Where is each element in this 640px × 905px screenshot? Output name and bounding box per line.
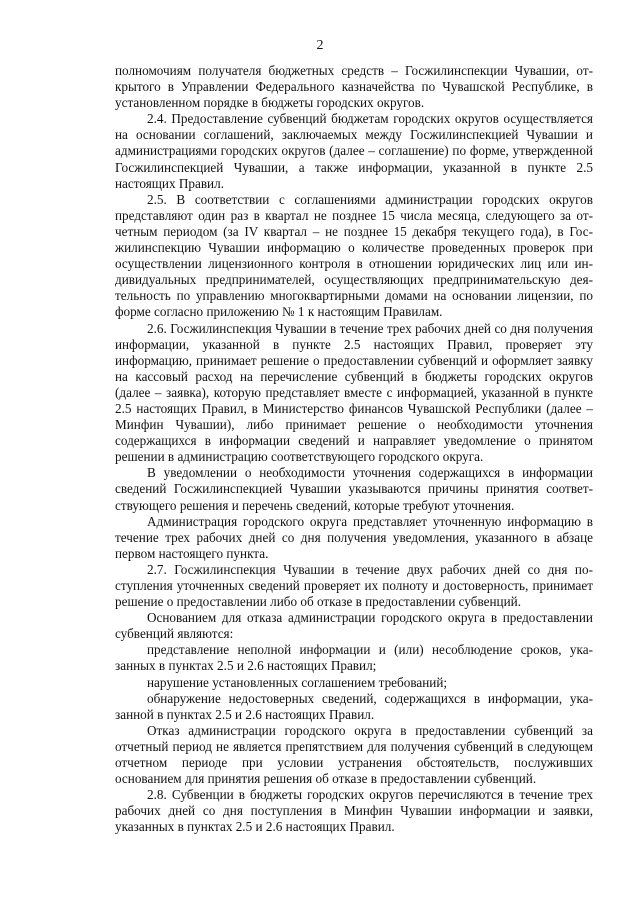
paragraph-2-7: 2.7. Госжилинспекция Чувашии в течение двух рабочих дней со дня поступления уточненных сведений проверяет их полноту и достоверность, принимает решение о предоставлении либо об отказе в предоставлении субвенций. — [115, 561, 593, 610]
document-body — [115, 63, 593, 836]
paragraph-administration: Администрация городского округа представляет уточненную информацию в течение трех рабочих дней со дня получения уведомления, указанного в абзаце первом настоящего пункта. — [115, 513, 593, 561]
paragraph-continuation: полномочиям получателя бюджетных средств – Госжилинспекции Чувашии, открытого в Управлении Федерального казначейства по Чувашской Республике, в установленном порядке в бюджеты городских округов. — [115, 63, 593, 111]
paragraph-2-6: 2.6. Госжилинспекция Чувашии в течение трех рабочих дней со дня получения информации, указанной в пункте 2.5 настоящих Правил, проверяет эту информацию, принимает решение о предоставлении субвенций и оформляет заявку на кассовый расход на перечисление субвенций в бюджеты городских округов (далее – заявка), которую представляет вместе с информацией, указанной в пункте 2.5 настоящих Правил, в Министерство финансов Чувашской Республики (далее – Минфин Чувашии), либо принимает решение о необходимости уточнения содержащихся в информации сведений и направляет уведомление о принятом решении в администрацию соответствующего городского округа. — [115, 320, 593, 465]
paragraph-refusal-not-obstacle: Отказ администрации городского округа в предоставлении субвенций за отчетный период не является препятствием для получения субвенций в следующем отчетном периоде при условии устранения обстоятельств, послуживших основанием для принятия решения об отказе в предоставлении субвенций. — [115, 722, 593, 787]
paragraph-2-4: 2.4. Предоставление субвенций бюджетам городских округов осуществляется на основании соглашений, заключаемых между Госжилинспекцией Чувашии и администрациями городских округов (далее – соглашение) по форме, утвержденной Госжилинспекцией Чувашии, а также информации, указанной в пункте 2.5 настоящих Правил. — [115, 111, 593, 191]
list-item-violation: нарушение установленных соглашением требований; — [147, 674, 448, 690]
paragraph-refusal-grounds: Основанием для отказа администрации городского округа в предоставлении субвенций являются: — [115, 610, 593, 642]
paragraph-2-5: 2.5. В соответствии с соглашениями администрации городских округов представляют один раз в квартал не позднее 15 числа месяца, следующего за отчетным периодом (за IV квартал – не позднее 15 декабря текущего года), в Госжилинспекцию Чувашии информацию о количестве проведенных проверок при осуществлении лицензионного контроля в отношении юридических лиц или индивидуальных предпринимателей, осуществляющих предпринимательскую деятельность по управлению многоквартирными домами на основании лицензии, по форме согласно приложению № 1 к настоящим Правилам. — [115, 191, 593, 320]
list-item-incomplete-info: представление неполной информации и (или) несоблюдение сроков, указанных в пунктах 2.5 и 2.6 настоящих Правил; — [115, 642, 593, 674]
paragraph-2-8: 2.8. Субвенции в бюджеты городских округов перечисляются в течение трех рабочих дней со дня поступления в Минфин Чувашии информации и заявки, указанных в пунктах 2.5 и 2.6 настоящих Правил. — [115, 787, 593, 835]
page-number: 2 — [316, 38, 324, 53]
list-item-false-info: обнаружение недостоверных сведений, содержащихся в информации, указанной в пунктах 2.5 и 2.6 настоящих Правил. — [115, 690, 593, 722]
paragraph-notification: В уведомлении о необходимости уточнения содержащихся в информации сведений Госжилинспекцией Чувашии указываются причины принятия соответствующего решения и перечень сведений, которые требуют уточнения. — [115, 465, 593, 513]
